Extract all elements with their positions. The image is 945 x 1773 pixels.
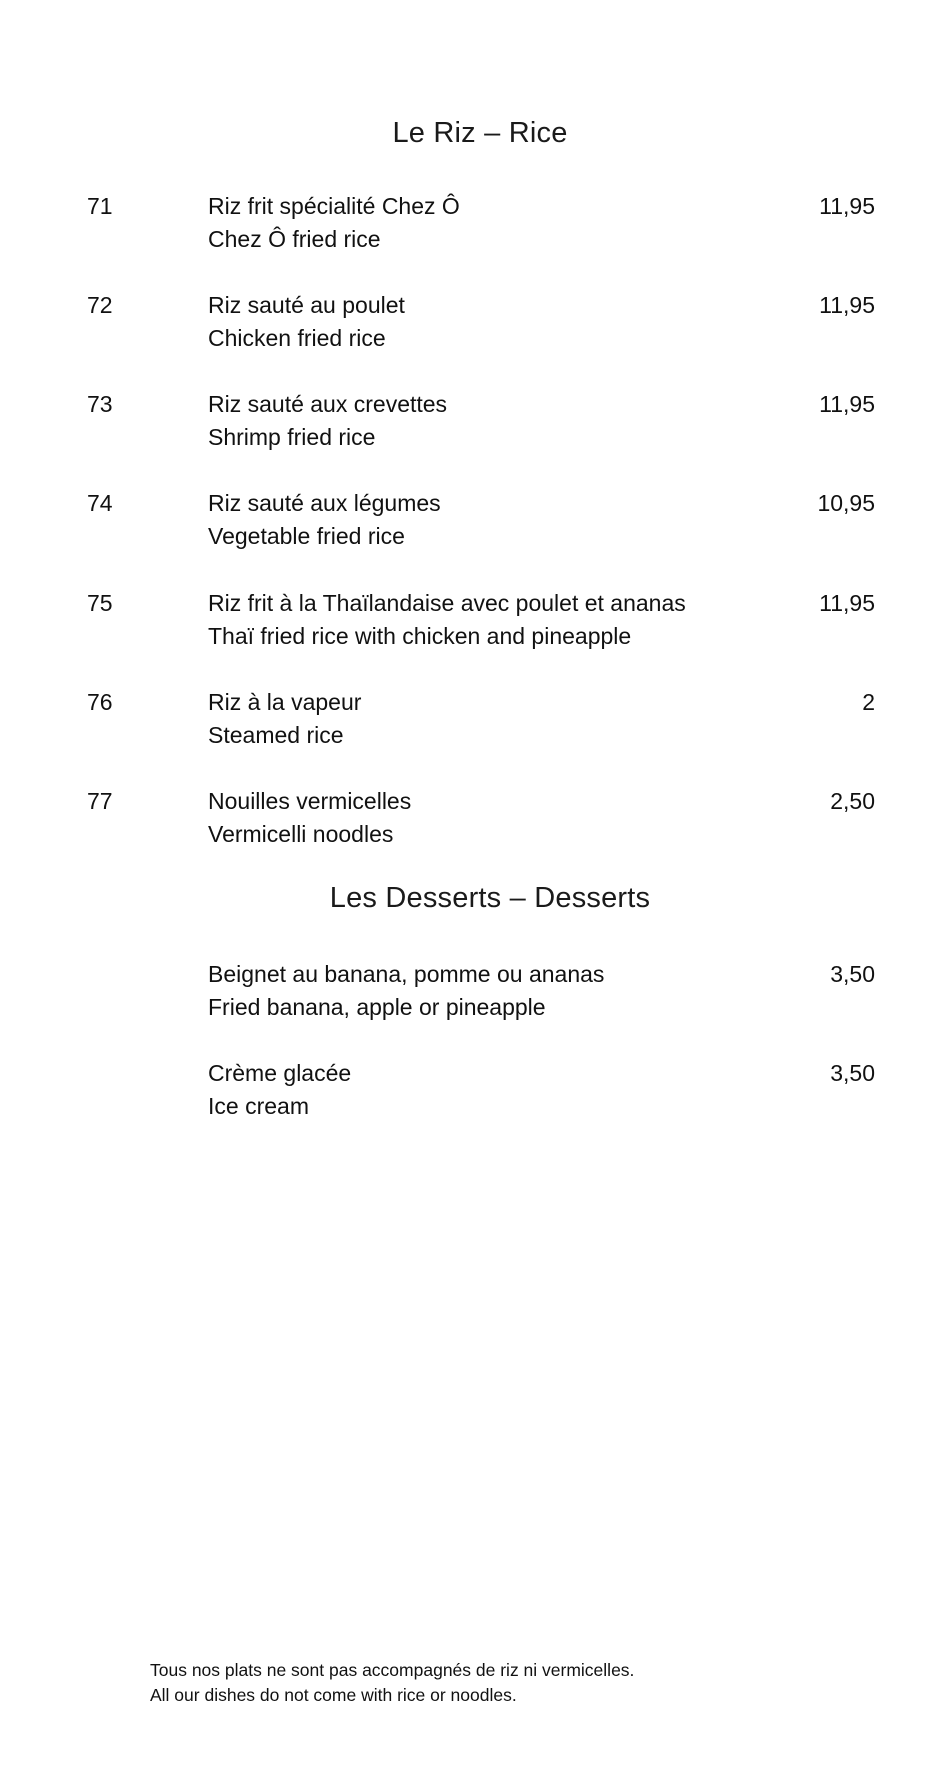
item-names [208,958,604,1024]
item-name-fr: Riz à la vapeur [208,689,362,715]
item-name-en: Shrimp fried rice [208,424,376,450]
footnote-line-fr: Tous nos plats ne sont pas accompagnés de riz ni vermicelles. [150,1660,635,1680]
item-price: 11,95 [819,590,875,616]
menu-item-76 [0,686,945,756]
item-number: 73 [87,391,113,417]
menu-item-77 [0,785,945,855]
item-names [208,1057,351,1123]
item-name-fr: Riz sauté au poulet [208,292,405,318]
item-name-en: Fried banana, apple or pineapple [208,994,546,1020]
item-name-en: Vermicelli noodles [208,821,394,847]
item-name-en: Chez Ô fried rice [208,226,381,252]
footnote [150,1658,634,1708]
item-name-fr: Nouilles vermicelles [208,788,412,814]
menu-item-dessert-ice-cream [0,1057,945,1127]
menu-item-72 [0,289,945,359]
menu-item-75 [0,587,945,657]
item-name-en: Vegetable fried rice [208,523,405,549]
item-name-fr: Riz sauté aux légumes [208,490,441,516]
item-name-fr: Beignet au banana, pomme ou ananas [208,961,605,987]
item-price: 11,95 [819,193,875,219]
item-names [208,785,411,851]
item-number: 75 [87,590,113,616]
item-number: 76 [87,689,113,715]
section-title-rice: Le Riz – Rice [392,117,568,149]
item-names [208,686,361,752]
section-title-desserts: Les Desserts – Desserts [329,882,651,914]
item-name-en: Chicken fried rice [208,325,386,351]
item-price: 3,50 [830,1060,875,1086]
item-names [208,487,441,553]
item-name-fr: Crème glacée [208,1060,352,1086]
menu-item-dessert-fritters [0,958,945,1028]
item-name-en: Steamed rice [208,722,344,748]
item-name-en: Thaï fried rice with chicken and pineapple [208,623,632,649]
item-price: 3,50 [830,961,875,987]
menu-item-73 [0,388,945,458]
item-number: 74 [87,490,113,516]
item-names [208,388,447,454]
item-price: 10,95 [817,490,875,516]
item-price: 11,95 [819,391,875,417]
item-names [208,190,460,256]
item-number: 72 [87,292,113,318]
menu-item-74 [0,487,945,557]
item-name-fr: Riz frit spécialité Chez Ô [208,193,460,219]
item-price: 2,50 [830,788,875,814]
footnote-line-en: All our dishes do not come with rice or noodles. [150,1685,517,1705]
menu-item-71 [0,190,945,260]
item-number: 71 [87,193,113,219]
item-price: 2 [862,689,875,715]
item-name-fr: Riz sauté aux crevettes [208,391,448,417]
item-name-fr: Riz frit à la Thaïlandaise avec poulet et ananas [208,590,686,616]
item-price: 11,95 [819,292,875,318]
item-name-en: Ice cream [208,1093,309,1119]
item-names [208,289,405,355]
item-number: 77 [87,788,113,814]
item-names [208,587,686,653]
